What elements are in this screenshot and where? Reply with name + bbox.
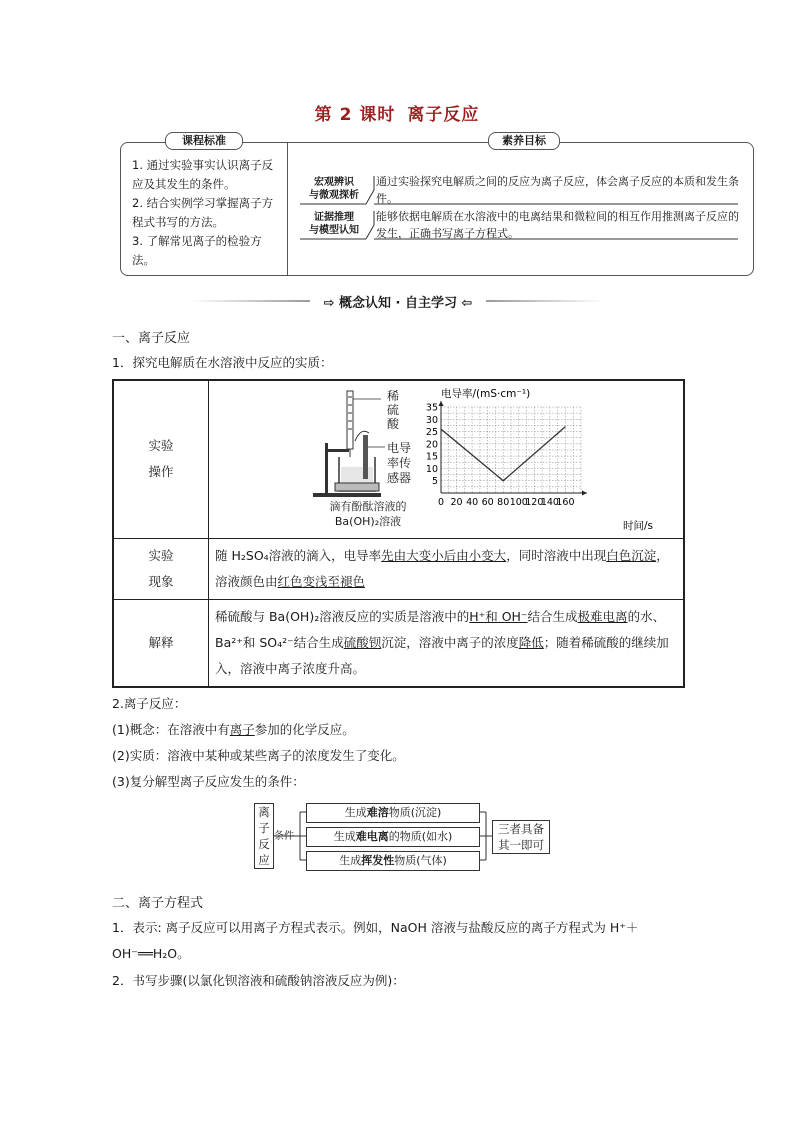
row-label-explanation: 解释 xyxy=(113,599,209,687)
ionic-equation-line-2: OH⁻══H₂O。 xyxy=(112,946,190,961)
chart-title: 电导率/(mS·cm⁻¹) xyxy=(441,388,531,400)
key-term: 难电离 xyxy=(355,830,389,843)
any-one-suffices-box xyxy=(492,820,550,854)
sensor-label-line: 电导 xyxy=(387,441,412,455)
standard-item: 1. 通过实验事实认识离子反应及其发生的条件。 xyxy=(132,158,274,191)
table-row xyxy=(113,538,684,599)
answer-run: 先由大变小后由小变大 xyxy=(381,547,507,563)
acid-label xyxy=(387,389,399,431)
standard-item: 3. 了解常见离子的检验方法。 xyxy=(132,234,262,267)
standards-tab: 课程标准 xyxy=(165,132,243,150)
goal-label-line: 与微观探析 xyxy=(309,190,359,201)
x-tick-label: 160 xyxy=(556,497,575,508)
banner-left-icon: ⇨ xyxy=(323,296,335,311)
y-tick-label: 15 xyxy=(425,451,438,463)
answer-run: 降低 xyxy=(518,634,544,650)
y-tick-label: 10 xyxy=(425,463,438,475)
goal-text-1: 通过实验探究电解质之间的反应为离子反应，体会离子反应的本质和发生条件。 xyxy=(376,175,739,205)
chart-y-ticks xyxy=(426,403,438,488)
key-term: 挥发性 xyxy=(361,854,395,867)
text-run: 的水、Ba²⁺和 SO₄²⁻结合生成 xyxy=(215,608,666,650)
answer-run: 硫酸钡 xyxy=(343,634,382,650)
section-heading-1: 一、离子反应 xyxy=(112,331,191,346)
row-label-phenomenon xyxy=(113,538,209,599)
conditions-heading: (3)复分解型离子反应发生的条件： xyxy=(112,774,305,789)
goal-text-2: 能够依据电解质在水溶液中的电离结果和微粒间的相互作用推测离子反应的发生，正确书写离子方程式。 xyxy=(376,210,739,240)
lesson-number: 第 2 课时 xyxy=(314,105,396,125)
text-run: 生成 xyxy=(344,806,367,819)
phenomenon-cell xyxy=(209,538,685,599)
experiment-table xyxy=(112,379,685,688)
answer-run: 离子 xyxy=(229,722,255,737)
answer-run: 极难电离 xyxy=(577,608,628,624)
y-tick-label: 35 xyxy=(425,402,438,414)
answer-run: 红色变浅至褪色 xyxy=(277,573,366,589)
sensor-label-line: 感器 xyxy=(387,471,412,485)
key-term: 难溶 xyxy=(366,806,389,819)
x-tick-label: 140 xyxy=(540,497,559,508)
box-char: 应 xyxy=(258,853,270,867)
condition-link-label: 条件 xyxy=(274,831,294,842)
box-char: 离 xyxy=(258,805,270,819)
conductivity-chart xyxy=(423,385,673,535)
standards-divider xyxy=(287,142,288,276)
goal-label-line: 证据推理 xyxy=(314,212,354,223)
item-2-heading: 2.离子反应： xyxy=(112,696,187,711)
goal-label-line: 宏观辨识 xyxy=(314,177,354,188)
item-1-heading: 1．探究电解质在水溶液中反应的实质： xyxy=(112,355,333,370)
acid-label-char: 稀 xyxy=(387,389,400,403)
ionic-equation-line-1: 1．表示: 离子反应可以用离子方程式表示。例如，NaOH 溶液与盐酸反应的离子方程式为 H⁺＋ xyxy=(112,920,639,935)
text-run: ，同时溶液中出现 xyxy=(506,547,607,563)
text-run: ，溶液颜色由 xyxy=(215,547,669,589)
banner-label: 概念认知 · 自主学习 xyxy=(339,296,457,311)
text-run: 生成 xyxy=(333,830,356,843)
row-label-line: 实验 xyxy=(148,547,174,563)
x-axis-arrow xyxy=(582,491,587,496)
box-line: 其一即可 xyxy=(498,838,544,852)
x-tick-label: 120 xyxy=(525,497,544,508)
lesson-topic: 离子反应 xyxy=(407,105,480,125)
ionic-reaction-box xyxy=(254,803,274,869)
text-run: 生成 xyxy=(339,854,362,867)
x-tick-label: 40 xyxy=(466,497,479,508)
y-axis-arrow xyxy=(439,401,444,406)
goals-tab: 素养目标 xyxy=(488,132,560,150)
table-row xyxy=(113,380,684,538)
essence-line: (2)实质：溶液中某种或某些离子的浓度发生了变化。 xyxy=(112,748,405,763)
acid-label-char: 酸 xyxy=(387,417,400,431)
text-run: 的物质(如水) xyxy=(388,830,453,843)
acid-label-char: 硫 xyxy=(387,403,400,417)
section-banner xyxy=(310,292,486,311)
definition-line xyxy=(112,720,355,738)
text-run: 参加的化学反应。 xyxy=(254,722,355,737)
x-tick-label: 80 xyxy=(497,497,510,508)
text-run: 沉淀，溶液中离子的浓度 xyxy=(381,634,519,650)
apparatus-caption xyxy=(313,499,423,529)
operation-cell xyxy=(209,380,685,538)
box-char: 子 xyxy=(258,821,270,835)
row-label-line: 操作 xyxy=(148,464,174,480)
text-run: 随 H₂SO₄溶液的滴入，电导率 xyxy=(215,547,382,563)
row-label-line: 实验 xyxy=(148,438,174,454)
x-tick-label: 60 xyxy=(481,497,494,508)
banner-right-icon: ⇦ xyxy=(461,296,473,311)
text-run: ；随着稀硫酸的继续加入，溶液中离子浓度升高。 xyxy=(215,634,669,676)
chart-x-label: 时间/s xyxy=(623,520,654,532)
chart-x-ticks xyxy=(438,497,575,508)
y-tick-label: 20 xyxy=(425,439,438,451)
sensor-label xyxy=(387,441,411,486)
y-tick-label: 5 xyxy=(431,476,438,488)
sensor-label-line: 率传 xyxy=(387,456,412,470)
chart-grid xyxy=(441,407,581,493)
text-run: 结合生成 xyxy=(527,608,578,624)
text-run: 物质(气体) xyxy=(394,854,447,867)
chart-axes xyxy=(439,401,588,496)
section-heading-2: 二、离子方程式 xyxy=(112,896,204,911)
condition-item xyxy=(306,803,480,823)
explanation-cell xyxy=(209,599,685,687)
row-label-operation xyxy=(113,380,209,538)
caption-line: Ba(OH)₂溶液 xyxy=(334,515,402,528)
text-run: (1)概念：在溶液中有 xyxy=(112,722,230,737)
goal-label-line: 与模型认知 xyxy=(309,225,359,236)
row-label-line: 现象 xyxy=(148,573,174,589)
condition-item xyxy=(306,851,480,871)
page-title xyxy=(0,100,794,125)
box-char: 反 xyxy=(258,837,270,851)
x-tick-label: 0 xyxy=(437,497,445,508)
writing-steps-heading: 2．书写步骤(以氯化钡溶液和硫酸钠溶液反应为例)： xyxy=(112,973,405,988)
standard-item: 2. 结合实例学习掌握离子方程式书写的方法。 xyxy=(132,196,274,229)
answer-run: 白色沉淀 xyxy=(606,547,657,563)
text-run: 稀硫酸与 Ba(OH)₂溶液反应的实质是溶液中的 xyxy=(215,608,470,624)
banner-line-right xyxy=(486,300,604,302)
standards-list xyxy=(132,156,282,270)
y-tick-label: 25 xyxy=(425,427,438,439)
y-tick-label: 30 xyxy=(425,414,438,426)
x-tick-label: 100 xyxy=(509,497,528,508)
banner-line-left xyxy=(190,300,310,302)
condition-item xyxy=(306,827,480,847)
text-run: 物质(沉淀) xyxy=(388,806,442,819)
table-row xyxy=(113,599,684,687)
x-tick-label: 20 xyxy=(450,497,463,508)
caption-line: 滴有酚酞溶液的 xyxy=(329,500,407,513)
box-line: 三者具备 xyxy=(498,822,544,836)
answer-run: H⁺和 OH⁻ xyxy=(469,608,528,624)
